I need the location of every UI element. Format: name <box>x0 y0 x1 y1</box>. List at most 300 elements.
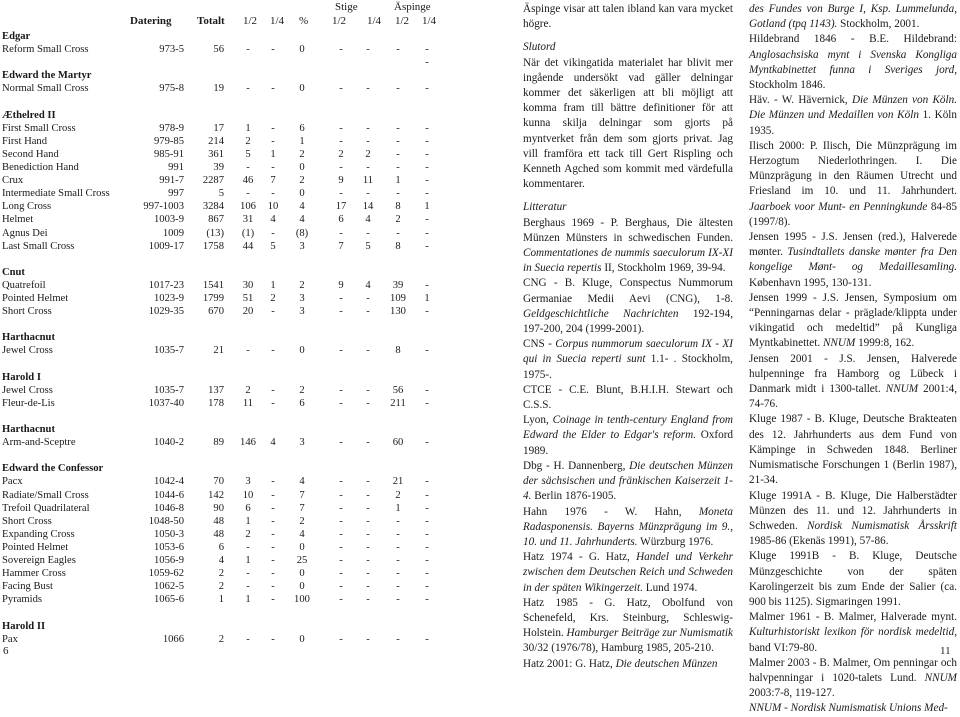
cell-s14: - <box>366 568 370 580</box>
cell-a12: 8 <box>395 240 401 252</box>
coin-type: Pax <box>2 633 18 645</box>
cell-h14: - <box>271 135 275 147</box>
cell-tot: 48 <box>213 515 224 527</box>
cell-tot: 19 <box>213 83 224 95</box>
cell-dat: 1037-40 <box>148 397 184 409</box>
table-row <box>2 436 442 449</box>
text-run: 1999:8, 162. <box>855 337 915 350</box>
text-run: 2003:7-8, 119-127. <box>749 687 835 700</box>
reference-entry <box>749 32 957 93</box>
cell-tot: 142 <box>208 489 224 501</box>
cell-a14: - <box>425 568 429 580</box>
cell-s12: - <box>339 83 343 95</box>
coin-type: Jewel Cross <box>2 384 53 396</box>
cell-s12: - <box>339 594 343 606</box>
text-run: 84-85 (1997/8). <box>749 200 958 228</box>
cell-a14: - <box>425 227 429 239</box>
cell-h14: - <box>271 83 275 95</box>
cell-h12: - <box>246 162 250 173</box>
cell-s12: - <box>339 515 343 527</box>
cell-tot: 21 <box>213 345 224 357</box>
cell-dat: 1056-9 <box>153 555 184 566</box>
cell-a14: - <box>425 384 429 396</box>
cell-a12: 2 <box>395 489 401 501</box>
cell-h14: 4 <box>270 437 276 449</box>
table-spacer <box>2 606 442 619</box>
italic-title: NNUM - Nordisk Numismatisk Unions Med- <box>749 702 948 715</box>
text-run: København 1995, 130-131. <box>749 276 872 289</box>
cell-s12: 7 <box>338 240 344 252</box>
cell-s14: 5 <box>365 240 371 252</box>
cell-s14: 2 <box>365 148 371 160</box>
cell-s12: - <box>339 188 343 200</box>
cell-pct: 2 <box>299 279 305 291</box>
cell-tot: 670 <box>208 306 224 318</box>
text-run: Lund 1974. <box>642 581 698 594</box>
cell-h14: - <box>271 555 275 566</box>
coin-type: Pacx <box>2 476 23 488</box>
cell-pct: 7 <box>299 489 305 501</box>
cell-dat: 973-5 <box>159 44 184 56</box>
cell-s14: - <box>366 306 370 318</box>
cell-pct: 0 <box>299 345 305 357</box>
cell-a12: 211 <box>390 397 406 409</box>
table-spacer <box>2 449 442 462</box>
text-run: 2001:4, 74-76. <box>749 383 957 411</box>
coin-type: Crux <box>2 175 24 187</box>
cell-tot: 3284 <box>202 201 224 213</box>
cell-h12: 6 <box>245 502 251 514</box>
text-run: CNS - <box>523 338 556 351</box>
italic-title: Kulturhistoriskt lexikon för nordisk medeltid, <box>749 626 957 639</box>
cell-pct: 4 <box>299 201 305 213</box>
cell-s12: - <box>339 502 343 514</box>
cell-s14: - <box>366 515 370 527</box>
cell-a12: - <box>396 122 400 134</box>
cell-pct: 0 <box>299 83 305 95</box>
cell-h14: - <box>271 489 275 501</box>
text-run: Stockholm 1846. <box>749 79 826 92</box>
reference-entry <box>523 276 733 337</box>
cell-h12: 31 <box>242 214 254 226</box>
cell-pct: 6 <box>299 122 305 134</box>
coin-type: Benediction Hand <box>2 162 79 173</box>
reference-entry <box>523 596 733 657</box>
table-spacer <box>2 253 442 266</box>
text-run: Oxford 1989. <box>523 429 734 457</box>
text-run: Jensen 1995 - J.S. Jensen (red.), Halverede mønter. <box>749 231 957 259</box>
cell-h14: 7 <box>270 175 276 187</box>
cell-h14: 2 <box>270 293 276 304</box>
header-datering: Datering <box>130 15 172 27</box>
table-row <box>2 554 442 567</box>
cell-pct: 2 <box>299 148 305 160</box>
table-row <box>2 279 442 292</box>
text-run: Berlin 1876-1905. <box>531 490 617 503</box>
table-row <box>2 528 442 541</box>
page-number-right: 11 <box>940 645 951 657</box>
cell-pct: 7 <box>299 502 305 514</box>
cell-s12: 17 <box>335 201 347 213</box>
cell-dat: 978-9 <box>159 122 184 134</box>
header-half: 1/2 <box>243 15 258 27</box>
cell-a12: 39 <box>392 279 404 291</box>
cell-h12: 3 <box>245 476 251 488</box>
cell-pct: 3 <box>299 293 305 304</box>
cell-pct: 100 <box>294 594 310 606</box>
cell-a12: - <box>396 188 400 200</box>
text-run: Stockholm, 2001. <box>837 18 920 31</box>
coin-type: Facing Bust <box>2 581 53 593</box>
cell-dat: 1062-5 <box>153 581 184 593</box>
ruler-name: Harold I <box>2 371 41 383</box>
table-row <box>2 135 442 148</box>
text-run: Jensen 1999 - J.S. Jensen, Symposium om “Penningarnas delar - präglade/klippta under vikingatid och medeltid” på Kungliga Myntkabinettet. <box>749 291 957 350</box>
italic-title: des Fundes von Burge I, Ksp. Lummelunda, Gotland (tpq 1143). <box>749 3 957 31</box>
reference-entry <box>749 2 957 32</box>
paragraph: Äspinge visar att talen ibland kan vara mycket högre. <box>523 3 733 31</box>
coin-type: Arm-and-Sceptre <box>2 437 76 449</box>
cell-dat: 1029-35 <box>148 306 184 318</box>
italic-title: Handel und Verkehr zwischen dem Deutschen Reich und Schweden in der späten Wikingerzeit. <box>523 551 733 594</box>
italic-title: Anglosachsiska mynt i Svenska Kongliga Myntkabinettet funna i Sveriges jord, <box>749 48 957 76</box>
coin-type: Quatrefoil <box>2 279 46 291</box>
text-run: 192-194, 197-200, 204 (1999-2001). <box>523 307 733 336</box>
cell-tot: 1758 <box>202 240 224 252</box>
text-run: Berghaus 1969 - P. Berghaus, Die ältesten Münzen Münsters in schwedischen Funden. <box>523 216 733 244</box>
cell-dat: 979-85 <box>153 135 184 147</box>
cell-tot: 1799 <box>202 293 224 304</box>
cell-s14: - <box>366 397 370 409</box>
cell-s12: - <box>339 528 343 540</box>
cell-dat: 985-91 <box>153 148 184 160</box>
coin-type: Hammer Cross <box>2 568 66 580</box>
coin-type: Second Hand <box>2 148 59 160</box>
header-stige: Stige <box>335 1 358 13</box>
cell-dat: 1048-50 <box>148 515 184 527</box>
reference-entry <box>749 352 957 413</box>
italic-title: Tusindtallets danske mønter fra Den kongelige Mønt- og Medaillesamling. <box>749 246 957 274</box>
cell-s14: - <box>366 135 370 147</box>
paragraph: Kluge 1991B - B. Kluge, Deutsche Münzgeschichte von der späten Karolingerzeit bis zum Ende der Salier (ca. 900 bis 1125). Sigmaringen 1991. <box>749 550 957 608</box>
table-row <box>2 292 442 305</box>
cell-h14: - <box>271 397 275 409</box>
header-stige-quarter: 1/4 <box>367 15 382 27</box>
cell-h12: 5 <box>245 148 251 160</box>
text-column-1 <box>523 2 733 672</box>
reference-entry <box>749 139 957 230</box>
cell-a12: - <box>396 528 400 540</box>
cell-h14: - <box>271 227 275 239</box>
cell-tot: 4 <box>218 555 224 566</box>
table-row <box>2 515 442 528</box>
cell-h12: 146 <box>240 437 256 449</box>
coin-type: Expanding Cross <box>2 528 75 540</box>
cell-tot: 56 <box>213 44 224 56</box>
cell-h14: 5 <box>270 240 276 252</box>
coin-type: Pointed Helmet <box>2 293 69 304</box>
cell-s12: - <box>339 293 343 304</box>
reference-entry <box>749 291 957 352</box>
cell-pct: 3 <box>299 306 305 318</box>
reference-entry <box>523 505 733 551</box>
header-stige-half: 1/2 <box>332 15 347 27</box>
table-row <box>2 502 442 515</box>
cell-a14: - <box>425 279 429 291</box>
cell-tot: 39 <box>213 162 224 173</box>
reference-entry <box>749 656 957 702</box>
table-row <box>2 489 442 502</box>
coin-type: First Hand <box>2 135 48 147</box>
cell-tot: 2 <box>218 581 224 593</box>
italic-title: Commentationes de nummis saeculorum IX-XI in Suecia repertis <box>523 247 733 275</box>
text-run: Ilisch 2000: P. Ilisch, Die Münzprägung im Herzogtum Niederlothringen. I. Die Münzprägung in den Räumen Utrecht und Friesland im 10. und 11. Jahrhundert. <box>749 139 957 198</box>
cell-dat: 1023-9 <box>153 293 184 304</box>
table-spacer <box>2 96 442 109</box>
ruler-name: Æthelred II <box>2 109 56 121</box>
ruler-name: Edward the Confessor <box>2 463 104 475</box>
cell-s12: - <box>339 397 343 409</box>
text-run: Hatz 1985 - G. Hatz, Obolfund von Schenefeld, Krs. Steinburg, Schleswig-Holstein. <box>523 596 733 640</box>
text-run: 1985-86 (Ekenäs 1991), 57-86. <box>749 535 889 548</box>
table-row <box>2 187 442 200</box>
cell-pct: 2 <box>299 175 305 187</box>
cell-pct: 25 <box>296 555 308 566</box>
reference-entry <box>523 413 733 459</box>
cell-s14: 11 <box>362 175 374 187</box>
cell-pct: 0 <box>299 581 305 593</box>
ruler-name: Harold II <box>2 620 46 632</box>
reference-entry <box>523 337 733 383</box>
text-run: II, Stockholm 1969, 39-94. <box>601 262 726 275</box>
cell-a12: 21 <box>392 476 404 488</box>
cell-a14: - <box>425 83 429 95</box>
table-row <box>2 593 442 606</box>
table-row <box>2 344 442 357</box>
group-heading <box>2 462 442 475</box>
section-heading: Litteratur <box>523 201 567 214</box>
cell-s14: - <box>366 293 370 304</box>
cell-h14: - <box>271 44 275 56</box>
cell-tot: 361 <box>208 148 224 160</box>
cell-a12: 1 <box>395 175 401 187</box>
cell-a14: - <box>425 502 429 514</box>
cell-a12: 1 <box>395 502 401 514</box>
cell-s14: - <box>366 122 370 134</box>
cell-pct: 0 <box>299 633 305 645</box>
coin-type: Intermediate Small Cross <box>2 188 110 200</box>
cell-h12: 11 <box>242 397 254 409</box>
cell-dat: 1059-62 <box>148 568 184 580</box>
cell-a14: - <box>425 240 429 252</box>
italic-title: Hamburger Beiträge zur Numismatik <box>566 627 733 640</box>
cell-dat: 1044-6 <box>153 489 184 501</box>
group-heading <box>2 620 442 633</box>
table-row <box>2 161 442 174</box>
cell-tot: 867 <box>208 214 224 226</box>
reference-entry <box>523 216 733 277</box>
cell-s14: - <box>366 162 370 173</box>
cell-h12: 46 <box>242 175 254 187</box>
cell-a12: 56 <box>392 384 404 396</box>
italic-title: Corpus nummorum saeculorum IX - XI qui in Suecia reperti sunt <box>523 338 733 366</box>
table-row <box>2 148 442 161</box>
italic-title: Geldgeschichtliche Nachrichten <box>523 307 679 320</box>
text-run: CNG - B. Kluge, Conspectus Nummorum Germaniae Medii Aevi (CNG), 1-8. <box>523 277 733 305</box>
cell-a14: - <box>425 515 429 527</box>
cell-s12: - <box>339 555 343 566</box>
group-heading <box>2 69 442 82</box>
table-row <box>2 541 442 554</box>
cell-tot: 214 <box>208 135 224 147</box>
cell-h12: 2 <box>245 135 251 147</box>
group-heading <box>2 331 442 344</box>
cell-dat: 1065-6 <box>153 594 184 606</box>
header-quarter: 1/4 <box>270 15 285 27</box>
coin-type: Short Cross <box>2 306 52 318</box>
cell-pct: 0 <box>299 541 305 553</box>
cell-a12: - <box>396 44 400 56</box>
cell-dat: 1017-23 <box>148 279 184 291</box>
table-row <box>2 227 442 240</box>
italic-title: Die Münzen von Köln. Die Münzen und Medaillen von Köln <box>749 94 958 122</box>
coin-type: Pyramids <box>2 594 43 606</box>
cell-tot: 1541 <box>202 279 224 291</box>
italic-title: Die deutschen Münzen <box>615 657 718 670</box>
cell-pct: 0 <box>299 568 305 580</box>
cell-h12: - <box>246 541 250 553</box>
text-run: Häv. - W. Hävernick, <box>749 94 852 107</box>
cell-s12: - <box>339 489 343 501</box>
cell-h14: - <box>271 541 275 553</box>
cell-h14: 10 <box>267 201 279 213</box>
coin-type: Trefoil Quadrilateral <box>2 502 90 514</box>
text-run: Dbg - H. Dannenberg, <box>523 459 630 472</box>
coin-type: Sovereign Eagles <box>2 555 76 566</box>
cell-s12: - <box>339 437 343 449</box>
italic-title: Moneta Radasponensis. Bayerns Münzprägung im 9., 10. und 11. Jahrhunderts. <box>523 505 733 548</box>
cell-pct: 4 <box>299 214 305 226</box>
cell-s14: - <box>366 581 370 593</box>
cell-s12: 6 <box>338 214 344 226</box>
cell-pct: 6 <box>299 397 305 409</box>
cell-h12: 10 <box>242 489 254 501</box>
cell-h12: - <box>246 568 250 580</box>
cell-s14: - <box>366 83 370 95</box>
cell-tot: 178 <box>208 397 224 409</box>
cell-a14: - <box>425 489 429 501</box>
cell-dat: 997-1003 <box>143 201 184 213</box>
cell-a14: - <box>425 528 429 540</box>
cell-h12: - <box>246 83 250 95</box>
coin-type: Fleur-de-Lis <box>2 397 55 409</box>
text-run: Hildebrand 1846 - B.E. Hildebrand: <box>749 33 957 46</box>
cell-s12: 9 <box>338 175 344 187</box>
cell-s12: 2 <box>338 148 344 160</box>
cell-a14: - <box>425 306 429 318</box>
paragraph: När det vikingatida materialet har blivit mer ingående undersökt vad gäller delningar kommer det säkerligen att bli möjligt att komma fram till bättre definitioner för att kunna skilja delningar som gjorts på myntverket från dem som gjorts privat. Jag vill framföra ett tack till Gert Rispling och Kenneth Agched som kommit med värdefulla kommentarer. <box>523 56 733 191</box>
group-heading <box>2 266 442 279</box>
text-run: Lyon, <box>523 414 553 427</box>
coin-type: Normal Small Cross <box>2 83 89 95</box>
cell-tot: 17 <box>213 122 224 134</box>
cell-a14: - <box>425 555 429 566</box>
text-run: Malmer 2003 - B. Malmer, Om penningar och halvpenningar i 1020-talets Lund. <box>749 656 957 684</box>
cell-a14: - <box>425 148 429 160</box>
cell-s12: - <box>339 581 343 593</box>
cell-pct: 4 <box>299 476 305 488</box>
cell-dat: 1035-7 <box>153 384 184 396</box>
cell-h14: 1 <box>270 148 276 160</box>
text-run: 30/32 (1976/78), Hamburg 1985, 205-210. <box>523 642 714 655</box>
table-row <box>2 580 442 593</box>
header-aspinge: Äspinge <box>394 1 431 13</box>
reference-entry <box>749 610 957 656</box>
cell-h12: 44 <box>242 240 254 252</box>
cell-pct: 3 <box>299 240 305 252</box>
cell-h14: - <box>271 306 275 318</box>
text-run: Würzburg 1976. <box>637 535 714 548</box>
text-run: Hatz 2001: G. Hatz, <box>523 657 616 670</box>
table-row <box>2 122 442 135</box>
cell-s12: - <box>339 227 343 239</box>
text-run: band VI:79-80. <box>749 641 818 654</box>
cell-h12: 2 <box>245 384 251 396</box>
cell-a14: - <box>425 541 429 553</box>
italic-title: Coinage in tenth-century England from Edward the Elder to Edgar's reform. <box>523 414 734 442</box>
italic-title: Die deutschen Münzen der sächsischen und fränkischen Kaiserzeit 1-4. <box>523 459 733 503</box>
cell-a12: - <box>396 555 400 566</box>
cell-h14: - <box>271 476 275 488</box>
table-row <box>2 475 442 488</box>
table-row <box>2 213 442 226</box>
cell-a12: - <box>396 633 400 645</box>
cell-dat: 991-7 <box>159 175 184 187</box>
table-header <box>2 15 442 29</box>
cell-a14: - <box>425 175 429 187</box>
table-spacer <box>2 358 442 371</box>
section-heading: Slutord <box>523 41 556 54</box>
cell-a14: - <box>425 397 429 409</box>
text-run: Malmer 1961 - B. Malmer, Halverade mynt. <box>749 611 957 624</box>
cell-h14: - <box>271 162 275 173</box>
cell-dat: 1046-8 <box>153 502 184 514</box>
cell-tot: (13) <box>206 227 224 239</box>
cell-tot: 2 <box>218 633 224 645</box>
cell-h12: 1 <box>245 555 251 566</box>
reference-entry <box>749 489 957 550</box>
cell-h14: - <box>271 633 275 645</box>
cell-a14: - <box>425 44 429 56</box>
cell-h12: 2 <box>245 528 251 540</box>
cell-h12: - <box>246 633 250 645</box>
cell-h14: - <box>271 528 275 540</box>
cell-pct: (8) <box>295 227 309 239</box>
cell-s12: - <box>339 162 343 173</box>
cell-pct: 0 <box>299 162 305 173</box>
cell-a14: - <box>425 214 429 226</box>
table-row <box>2 174 442 187</box>
reference-entry <box>523 459 733 505</box>
ruler-name: Harthacnut <box>2 332 55 344</box>
ruler-name: Cnut <box>2 266 25 278</box>
italic-title: Jaarboek voor Munt- en Penningkunde <box>749 200 928 213</box>
cell-h14: - <box>271 188 275 200</box>
cell-h14: - <box>271 122 275 134</box>
cell-s12: - <box>339 476 343 488</box>
italic-title: Nordisk Numismatisk Årsskrift <box>807 519 957 532</box>
cell-s12: - <box>339 345 343 357</box>
